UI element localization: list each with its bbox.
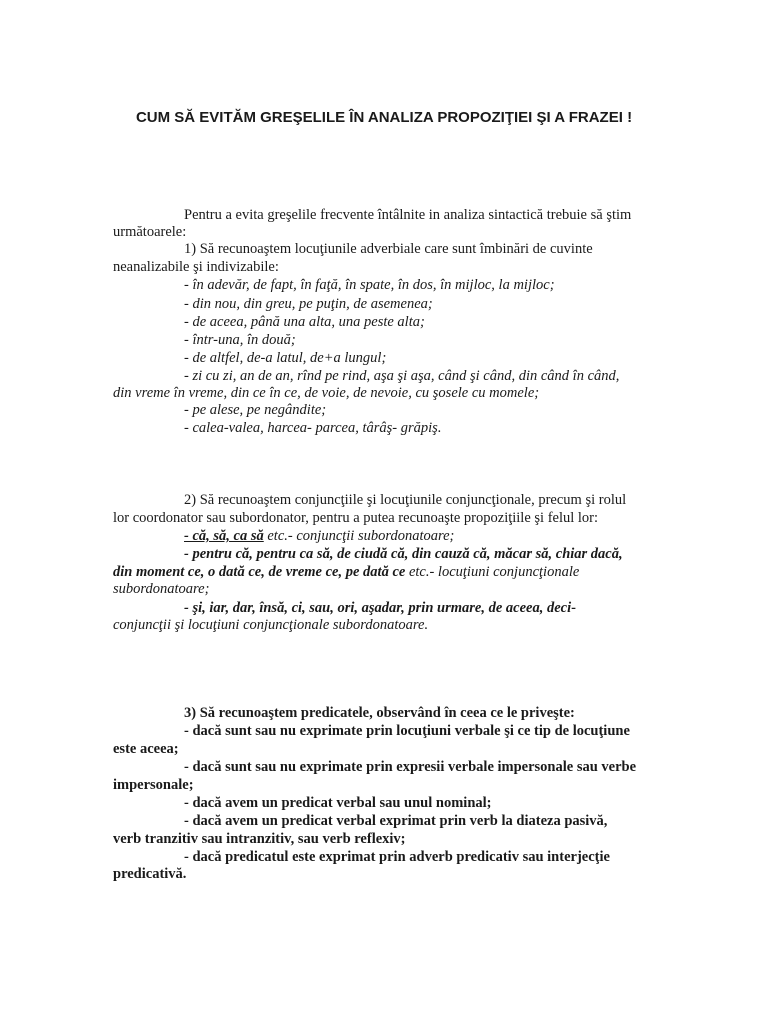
section2-item-2-line-3: subordonatoare; bbox=[113, 581, 210, 597]
section2-item-2-line-2 bbox=[113, 564, 673, 581]
section3-line: - dacă sunt sau nu exprimate prin locuţiuni verbale şi ce tip de locuţiune bbox=[184, 723, 630, 739]
section2-item-3 bbox=[184, 600, 674, 617]
section3-line: - dacă avem un predicat verbal sau unul nominal; bbox=[184, 795, 492, 811]
section3-line: verb tranzitiv sau intranzitiv, sau verb reflexiv; bbox=[113, 831, 406, 847]
section1-item: - într-una, în două; bbox=[184, 332, 296, 348]
section3-line: predicativă. bbox=[113, 866, 187, 882]
section2-item-1-keywords: - că, să, ca să bbox=[184, 528, 264, 544]
section2-item-3-keywords: - şi, iar, dar, însă, ci, sau, ori, aşadar, prin urmare, de aceea, deci bbox=[184, 600, 572, 616]
section2-heading-line-2: lor coordonator sau subordonator, pentru a putea recunoaşte propoziţiile şi felul lor: bbox=[113, 510, 599, 526]
section1-item: - din nou, din greu, pe puţin, de asemenea; bbox=[184, 296, 433, 312]
section1-item: - de aceea, până una alta, una peste alta; bbox=[184, 314, 425, 330]
section3-line: impersonale; bbox=[113, 777, 194, 793]
section1-item: - zi cu zi, an de an, rînd pe rind, aşa şi aşa, când şi când, din când în când, bbox=[184, 368, 620, 384]
section3-line: - dacă avem un predicat verbal exprimat prin verb la diateza pasivă, bbox=[184, 813, 608, 829]
section2-item-2-desc: etc.- locuţiuni conjuncţionale bbox=[405, 564, 580, 580]
section2-item-2-keywords: din moment ce, o dată ce, de vreme ce, pe dată ce bbox=[113, 564, 406, 580]
section1-item: - în adevăr, de fapt, în faţă, în spate, în dos, în mijloc, la mijloc; bbox=[184, 277, 555, 293]
section1-item: - calea-valea, harcea- parcea, târâş- grăpiş. bbox=[184, 420, 442, 436]
section2-item-3-line-2: conjuncţii şi locuţiuni conjuncţionale subordonatoare. bbox=[113, 617, 429, 633]
section1-item: - pe alese, pe negândite; bbox=[184, 402, 327, 418]
section3-line: - dacă predicatul este exprimat prin adverb predicativ sau interjecţie bbox=[184, 849, 610, 865]
section1-item: - de altfel, de-a latul, de+a lungul; bbox=[184, 350, 387, 366]
intro-line-2: următoarele: bbox=[113, 224, 187, 240]
section2-heading-line-1: 2) Să recunoaştem conjuncţiile şi locuţiunile conjuncţionale, precum şi rolul bbox=[184, 492, 627, 508]
section2-item-1-desc: etc.- conjuncţii subordonatoare; bbox=[263, 528, 455, 544]
section3-line: este aceea; bbox=[113, 741, 179, 757]
document-title: CUM SĂ EVITĂM GREŞELILE ÎN ANALIZA PROPOZIŢIEI ŞI A FRAZEI ! bbox=[135, 109, 633, 126]
section2-item-3-dash: - bbox=[571, 600, 576, 616]
section1-heading-line-2: neanalizabile şi indivizabile: bbox=[113, 259, 279, 275]
section3-heading: 3) Să recunoaştem predicatele, observând în ceea ce le priveşte: bbox=[184, 705, 575, 721]
section1-item-continuation: din vreme în vreme, din ce în ce, de voie, de nevoie, cu şosele cu momele; bbox=[113, 385, 540, 401]
section2-item-1 bbox=[184, 528, 674, 545]
section3-line: - dacă sunt sau nu exprimate prin expresii verbale impersonale sau verbe bbox=[184, 759, 637, 775]
section2-item-2-line-1: - pentru că, pentru ca să, de ciudă că, din cauză că, măcar să, chiar dacă, bbox=[184, 546, 623, 562]
section1-heading-line-1: 1) Să recunoaştem locuţiunile adverbiale care sunt îmbinări de cuvinte bbox=[184, 241, 593, 257]
intro-line-1: Pentru a evita greşelile frecvente întâlnite in analiza sintactică trebuie să ştim bbox=[184, 207, 632, 223]
